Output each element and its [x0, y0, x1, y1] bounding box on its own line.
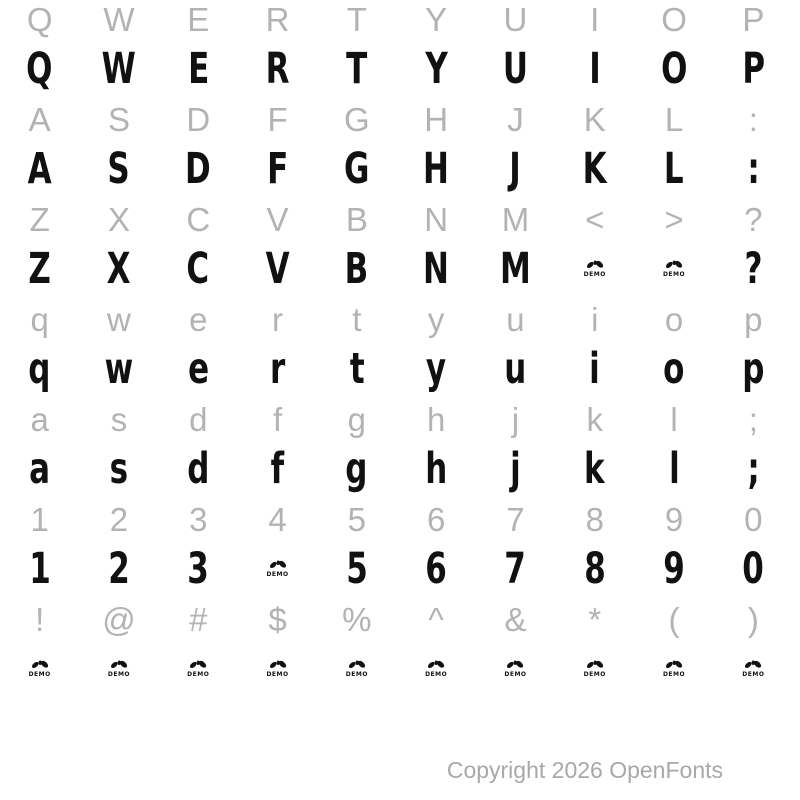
demo-glyph: r: [269, 343, 286, 394]
copyright-text: Copyright 2026 OpenFonts: [446, 757, 723, 783]
demo-glyph: U: [502, 43, 529, 94]
demo-glyph: Y: [424, 43, 448, 94]
glyph-row-reference: [0, 94, 793, 144]
demo-glyph: D: [185, 143, 212, 194]
demo-glyph: I: [588, 43, 601, 94]
demo-glyph: P: [741, 43, 765, 94]
reference-glyph: 1: [30, 500, 49, 538]
reference-glyph: d: [189, 400, 208, 438]
demo-placeholder: [159, 644, 238, 694]
demo-glyph: A: [27, 143, 52, 194]
demo-label: DEMO: [28, 671, 51, 678]
glyph-row-reference: [0, 594, 793, 644]
reference-glyph: o: [664, 300, 684, 338]
reference-glyph: L: [664, 100, 684, 138]
demo-placeholder: [555, 244, 634, 294]
demo-glyph: G: [344, 143, 370, 194]
reference-glyph: O: [661, 0, 687, 38]
reference-glyph: 9: [664, 500, 684, 538]
reference-glyph: N: [424, 200, 449, 238]
glyph-row-reference: [0, 494, 793, 544]
demo-label: DEMO: [583, 271, 606, 278]
glyph-row-reference: [0, 0, 793, 44]
demo-splash-icon: [189, 660, 207, 671]
reference-glyph: B: [345, 200, 368, 238]
demo-glyph: E: [187, 43, 209, 94]
demo-glyph: Z: [28, 243, 51, 294]
reference-glyph: ?: [744, 200, 763, 238]
demo-label: DEMO: [504, 671, 527, 678]
demo-glyph: 5: [346, 543, 368, 594]
demo-placeholder: [0, 644, 79, 694]
reference-glyph: &: [504, 600, 527, 638]
reference-glyph: 5: [347, 500, 367, 538]
demo-glyph: f: [270, 443, 285, 494]
glyph-row-reference: [0, 294, 793, 344]
demo-glyph: R: [265, 43, 290, 94]
demo-glyph: s: [109, 443, 129, 494]
reference-glyph: 2: [109, 500, 129, 538]
demo-glyph: q: [28, 343, 51, 394]
reference-glyph: ): [747, 600, 759, 638]
demo-placeholder: [79, 644, 158, 694]
reference-glyph: q: [30, 300, 49, 338]
demo-glyph: 6: [425, 543, 447, 594]
reference-glyph: M: [501, 200, 530, 238]
reference-glyph: @: [102, 600, 136, 638]
demo-glyph: i: [589, 343, 601, 394]
demo-glyph: W: [101, 43, 137, 94]
demo-glyph: T: [346, 43, 368, 94]
reference-glyph: R: [265, 0, 290, 38]
demo-label: DEMO: [266, 671, 289, 678]
reference-glyph: S: [107, 100, 130, 138]
demo-placeholder: [317, 644, 396, 694]
demo-glyph: 2: [108, 543, 130, 594]
demo-glyph: 3: [187, 543, 210, 594]
glyph-row-demo: [0, 244, 793, 294]
reference-glyph: F: [267, 100, 288, 138]
reference-glyph: V: [266, 200, 289, 238]
reference-glyph: :: [748, 100, 758, 138]
demo-glyph: B: [345, 243, 369, 294]
demo-glyph: g: [345, 443, 368, 494]
glyph-row-demo: [0, 144, 793, 194]
reference-glyph: <: [585, 200, 605, 238]
reference-glyph: u: [506, 300, 525, 338]
demo-glyph: X: [107, 243, 131, 294]
demo-splash-icon: [348, 660, 366, 671]
demo-glyph: L: [664, 143, 684, 194]
demo-glyph: h: [425, 443, 448, 494]
reference-glyph: k: [586, 400, 603, 438]
reference-glyph: A: [28, 100, 51, 138]
demo-splash-icon: [110, 660, 128, 671]
demo-glyph: O: [660, 43, 688, 94]
reference-glyph: X: [107, 200, 130, 238]
demo-splash-icon: [269, 660, 287, 671]
reference-glyph: l: [670, 400, 678, 438]
demo-glyph: V: [265, 243, 290, 294]
demo-glyph: p: [742, 343, 765, 394]
glyph-row-reference: [0, 394, 793, 444]
demo-glyph: S: [107, 143, 131, 194]
demo-glyph: o: [663, 343, 685, 394]
reference-glyph: a: [30, 400, 49, 438]
demo-glyph: Q: [26, 43, 53, 94]
demo-label: DEMO: [187, 671, 210, 678]
reference-glyph: i: [591, 300, 599, 338]
reference-glyph: 0: [744, 500, 763, 538]
demo-glyph: t: [349, 343, 365, 394]
demo-glyph: j: [510, 443, 521, 494]
reference-glyph: J: [507, 100, 524, 138]
demo-splash-icon: [506, 660, 524, 671]
demo-placeholder: [397, 644, 476, 694]
reference-glyph: w: [107, 300, 131, 338]
demo-glyph: ;: [747, 443, 760, 494]
reference-glyph: j: [511, 400, 520, 438]
reference-glyph: *: [588, 600, 602, 638]
glyph-row-reference: [0, 194, 793, 244]
demo-glyph: 8: [583, 543, 606, 594]
reference-glyph: (: [668, 600, 680, 638]
reference-glyph: K: [583, 100, 606, 138]
reference-glyph: ;: [748, 400, 758, 438]
demo-glyph: M: [500, 243, 531, 294]
reference-glyph: W: [103, 0, 135, 38]
demo-glyph: 9: [663, 543, 685, 594]
demo-glyph: d: [187, 443, 210, 494]
demo-glyph: H: [423, 143, 450, 194]
demo-splash-icon: [744, 660, 762, 671]
demo-glyph: k: [584, 443, 606, 494]
reference-glyph: Z: [29, 200, 50, 238]
reference-glyph: $: [268, 600, 287, 638]
reference-glyph: 3: [189, 500, 208, 538]
demo-glyph: a: [29, 443, 51, 494]
reference-glyph: ^: [428, 600, 444, 638]
demo-label: DEMO: [425, 671, 448, 678]
demo-glyph: l: [668, 443, 680, 494]
demo-splash-icon: [427, 660, 445, 671]
reference-glyph: 7: [506, 500, 525, 538]
glyph-row-demo: [0, 344, 793, 394]
demo-glyph: y: [426, 343, 447, 394]
demo-label: DEMO: [583, 671, 606, 678]
demo-glyph: J: [509, 143, 522, 194]
reference-glyph: D: [186, 100, 211, 138]
demo-glyph: K: [582, 143, 607, 194]
reference-glyph: f: [272, 400, 283, 438]
glyph-row-demo: [0, 44, 793, 94]
demo-label: DEMO: [345, 671, 368, 678]
demo-glyph: w: [104, 343, 134, 394]
reference-glyph: g: [347, 400, 367, 438]
demo-glyph: C: [186, 243, 210, 294]
reference-glyph: >: [664, 200, 684, 238]
demo-label: DEMO: [662, 671, 686, 678]
demo-label: DEMO: [742, 671, 765, 678]
demo-splash-icon: [586, 660, 604, 671]
reference-glyph: s: [110, 400, 128, 438]
demo-splash-icon: [665, 660, 683, 671]
reference-glyph: y: [427, 300, 445, 338]
demo-placeholder: [555, 644, 634, 694]
demo-placeholder: [476, 644, 555, 694]
demo-splash-icon: [586, 260, 604, 271]
demo-glyph: 0: [742, 543, 765, 594]
reference-glyph: P: [742, 0, 765, 38]
reference-glyph: p: [744, 300, 763, 338]
reference-glyph: r: [272, 300, 284, 338]
reference-glyph: I: [590, 0, 600, 38]
reference-glyph: G: [344, 100, 370, 138]
demo-glyph: N: [423, 243, 450, 294]
demo-placeholder: [634, 244, 713, 294]
demo-glyph: :: [747, 143, 760, 194]
demo-glyph: 7: [504, 543, 527, 594]
reference-glyph: Q: [26, 0, 53, 38]
reference-glyph: Y: [425, 0, 448, 38]
glyph-row-demo: [0, 644, 793, 694]
reference-glyph: 8: [585, 500, 604, 538]
reference-glyph: #: [189, 600, 208, 638]
reference-glyph: 4: [268, 500, 287, 538]
demo-glyph: ?: [744, 243, 763, 294]
demo-placeholder: [238, 544, 317, 594]
demo-glyph: u: [504, 343, 527, 394]
demo-glyph: 1: [28, 543, 51, 594]
demo-label: DEMO: [266, 571, 289, 578]
demo-placeholder: [238, 644, 317, 694]
reference-glyph: E: [187, 0, 210, 38]
demo-glyph: F: [266, 143, 289, 194]
demo-splash-icon: [665, 260, 683, 271]
demo-label: DEMO: [662, 271, 686, 278]
reference-glyph: U: [503, 0, 528, 38]
reference-glyph: C: [186, 200, 211, 238]
reference-glyph: 6: [426, 500, 446, 538]
demo-placeholder: [714, 644, 793, 694]
reference-glyph: h: [426, 400, 446, 438]
demo-glyph: e: [187, 343, 209, 394]
reference-glyph: !: [35, 600, 45, 638]
demo-splash-icon: [269, 560, 287, 571]
glyph-row-demo: [0, 544, 793, 594]
reference-glyph: %: [342, 600, 372, 638]
demo-label: DEMO: [107, 671, 131, 678]
reference-glyph: t: [352, 300, 362, 338]
glyph-row-demo: [0, 444, 793, 494]
demo-placeholder: [634, 644, 713, 694]
reference-glyph: e: [189, 300, 208, 338]
reference-glyph: T: [346, 0, 367, 38]
demo-splash-icon: [31, 660, 49, 671]
reference-glyph: H: [424, 100, 449, 138]
